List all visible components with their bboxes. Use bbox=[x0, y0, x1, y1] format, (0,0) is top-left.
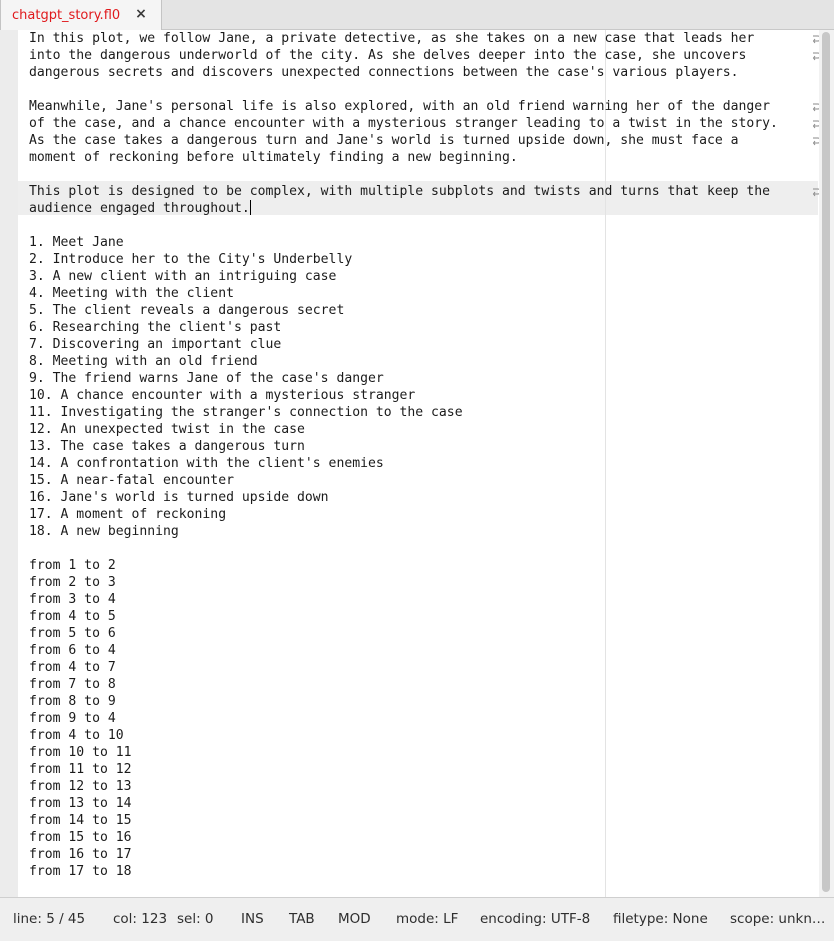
status-mod: MOD bbox=[338, 911, 371, 927]
text-line bbox=[29, 557, 819, 574]
text-line bbox=[29, 183, 819, 200]
text-caret bbox=[250, 200, 251, 215]
text-line-content: from 4 to 5 bbox=[29, 609, 116, 624]
text-line-content: 15. A near-fatal encounter bbox=[29, 473, 234, 488]
text-line-content: from 14 to 15 bbox=[29, 813, 132, 828]
text-line bbox=[29, 438, 819, 455]
text-line bbox=[29, 370, 819, 387]
text-line bbox=[29, 489, 819, 506]
text-line bbox=[29, 47, 819, 64]
close-icon[interactable]: × bbox=[135, 6, 147, 22]
text-line-content: 3. A new client with an intriguing case bbox=[29, 269, 337, 284]
text-line-content: from 6 to 4 bbox=[29, 643, 116, 658]
text-line bbox=[29, 268, 819, 285]
text-line-content: 17. A moment of reckoning bbox=[29, 507, 227, 522]
text-line-content: moment of reckoning before ultimately finding a new beginning. bbox=[29, 150, 518, 165]
text-line bbox=[29, 472, 819, 489]
text-line bbox=[29, 302, 819, 319]
vertical-scrollbar[interactable] bbox=[819, 30, 834, 897]
text-line-content: 18. A new beginning bbox=[29, 524, 179, 539]
blank-line bbox=[29, 81, 819, 98]
text-line-content: 8. Meeting with an old friend bbox=[29, 354, 258, 369]
text-line-content: from 2 to 3 bbox=[29, 575, 116, 590]
text-line bbox=[29, 404, 819, 421]
text-line bbox=[29, 149, 819, 166]
text-line-content: from 10 to 11 bbox=[29, 745, 132, 760]
text-line-content: 2. Introduce her to the City's Underbelly bbox=[29, 252, 353, 267]
text-line-content: from 12 to 13 bbox=[29, 779, 132, 794]
text-line bbox=[29, 795, 819, 812]
text-line bbox=[29, 591, 819, 608]
text-line-content: from 5 to 6 bbox=[29, 626, 116, 641]
text-line bbox=[29, 30, 819, 47]
text-line bbox=[29, 421, 819, 438]
text-line-content: from 16 to 17 bbox=[29, 847, 132, 862]
text-line bbox=[29, 115, 819, 132]
text-line-content: 16. Jane's world is turned upside down bbox=[29, 490, 329, 505]
text-line-content: 9. The friend warns Jane of the case's danger bbox=[29, 371, 384, 386]
status-encoding: encoding: UTF-8 bbox=[480, 911, 591, 927]
text-line bbox=[29, 132, 819, 149]
text-line bbox=[29, 455, 819, 472]
status-ins: INS bbox=[241, 911, 264, 927]
text-line-content: of the case, and a chance encounter with a mysterious stranger leading to a twist in the story. bbox=[29, 116, 778, 131]
text-line bbox=[29, 812, 819, 829]
text-line bbox=[29, 625, 819, 642]
tab-chatgpt-story[interactable] bbox=[0, 0, 162, 30]
blank-line bbox=[29, 540, 819, 557]
text-line-content: 14. A confrontation with the client's enemies bbox=[29, 456, 384, 471]
text-line bbox=[29, 778, 819, 795]
text-line bbox=[29, 676, 819, 693]
text-line bbox=[29, 353, 819, 370]
text-line-content: from 3 to 4 bbox=[29, 592, 116, 607]
status-bar bbox=[0, 897, 834, 941]
text-line-content: Meanwhile, Jane's personal life is also explored, with an old friend warning her of the danger bbox=[29, 99, 771, 114]
text-line-content: 1. Meet Jane bbox=[29, 235, 124, 250]
text-line-content: 11. Investigating the stranger's connection to the case bbox=[29, 405, 463, 420]
text-editor[interactable] bbox=[0, 30, 834, 897]
text-line bbox=[29, 727, 819, 744]
text-line bbox=[29, 387, 819, 404]
text-line-content: audience engaged throughout. bbox=[29, 201, 250, 216]
text-line bbox=[29, 523, 819, 540]
text-line-content: In this plot, we follow Jane, a private detective, as she takes on a new case that leads her bbox=[29, 31, 755, 46]
text-line-content: from 4 to 7 bbox=[29, 660, 116, 675]
text-line bbox=[29, 846, 819, 863]
text-line-content: dangerous secrets and discovers unexpected connections between the case's various players. bbox=[29, 65, 739, 80]
status-sel: sel: 0 bbox=[177, 911, 214, 927]
text-line-content: As the case takes a dangerous turn and Jane's world is turned upside down, she must face a bbox=[29, 133, 739, 148]
blank-line bbox=[29, 166, 819, 183]
text-line bbox=[29, 744, 819, 761]
text-line bbox=[29, 319, 819, 336]
scrollbar-thumb[interactable] bbox=[822, 32, 830, 892]
tab-filename: chatgpt_story.fl0 bbox=[12, 7, 121, 23]
blank-line bbox=[29, 217, 819, 234]
text-line bbox=[29, 336, 819, 353]
status-line: line: 5 / 45 bbox=[13, 911, 86, 927]
text-line bbox=[29, 693, 819, 710]
text-line bbox=[29, 710, 819, 727]
text-line bbox=[29, 608, 819, 625]
text-line-content: This plot is designed to be complex, with multiple subplots and twists and turns that keep the bbox=[29, 184, 771, 199]
text-line bbox=[29, 98, 819, 115]
text-line-content: from 11 to 12 bbox=[29, 762, 132, 777]
status-col: col: 123 bbox=[113, 911, 168, 927]
text-line bbox=[29, 234, 819, 251]
text-line-content: from 15 to 16 bbox=[29, 830, 132, 845]
text-line-content: from 4 to 10 bbox=[29, 728, 124, 743]
text-line bbox=[29, 506, 819, 523]
text-line-content: into the dangerous underworld of the city. As she delves deeper into the case, she uncovers bbox=[29, 48, 747, 63]
text-content[interactable] bbox=[29, 30, 819, 880]
text-line-content: from 7 to 8 bbox=[29, 677, 116, 692]
text-line bbox=[29, 761, 819, 778]
text-line-content: 10. A chance encounter with a mysterious stranger bbox=[29, 388, 416, 403]
text-line-content: from 8 to 9 bbox=[29, 694, 116, 709]
text-line bbox=[29, 829, 819, 846]
text-line-content: from 13 to 14 bbox=[29, 796, 132, 811]
text-line bbox=[29, 642, 819, 659]
text-line-content: from 17 to 18 bbox=[29, 864, 132, 879]
text-line-content: 13. The case takes a dangerous turn bbox=[29, 439, 305, 454]
text-line-content: 12. An unexpected twist in the case bbox=[29, 422, 305, 437]
text-line bbox=[29, 863, 819, 880]
tab-bar bbox=[0, 0, 834, 30]
text-line bbox=[29, 574, 819, 591]
editor-margin bbox=[0, 30, 18, 897]
text-line-content: from 1 to 2 bbox=[29, 558, 116, 573]
text-line bbox=[29, 659, 819, 676]
text-line-content: 7. Discovering an important clue bbox=[29, 337, 282, 352]
text-line bbox=[29, 251, 819, 268]
text-line-content: from 9 to 4 bbox=[29, 711, 116, 726]
status-tab: TAB bbox=[289, 911, 315, 927]
text-line bbox=[29, 64, 819, 81]
text-line bbox=[29, 285, 819, 302]
text-line bbox=[29, 200, 819, 217]
text-line-content: 4. Meeting with the client bbox=[29, 286, 234, 301]
text-line-content: 6. Researching the client's past bbox=[29, 320, 282, 335]
status-scope: scope: unkn… bbox=[730, 911, 826, 927]
status-mode: mode: LF bbox=[396, 911, 459, 927]
status-filetype: filetype: None bbox=[613, 911, 708, 927]
text-line-content: 5. The client reveals a dangerous secret bbox=[29, 303, 345, 318]
